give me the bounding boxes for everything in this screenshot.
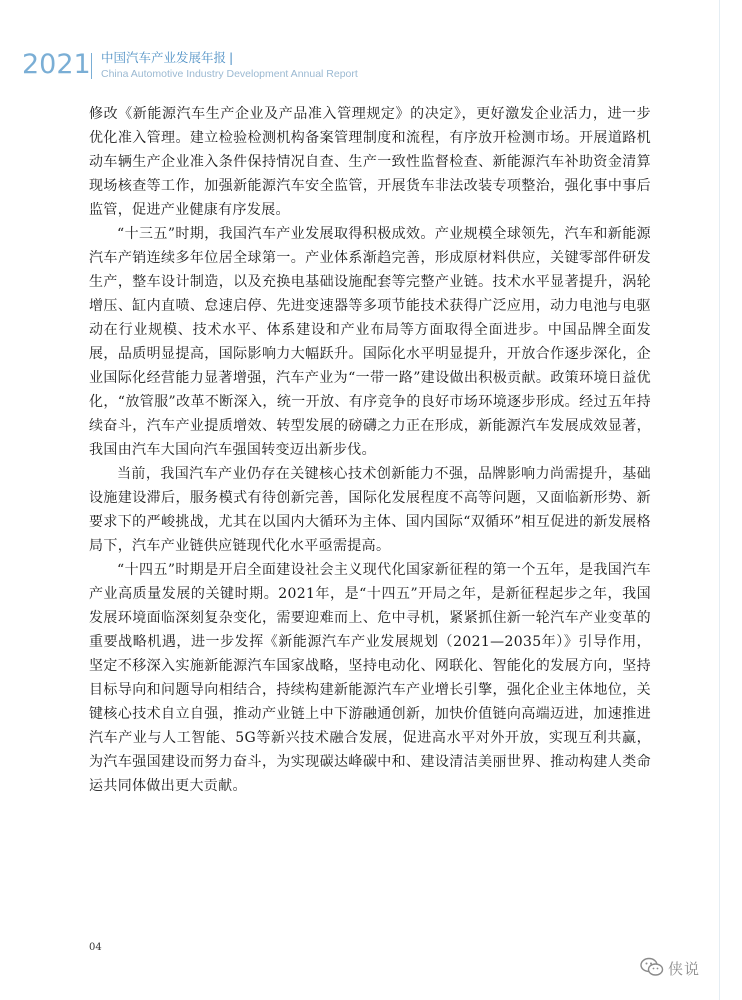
watermark-text: 侠说 <box>668 960 701 978</box>
header-divider <box>91 53 92 79</box>
header-year: 2021 <box>22 49 91 80</box>
header-title-cn <box>101 50 233 66</box>
header-title-en: China Automotive Industry Development Annual Report <box>101 68 358 80</box>
paragraph-continued: 修改《新能源汽车生产企业及产品准入管理规定》的决定》，更好激发企业活力，进一步优化准入管理。建立检验检测机构备案管理制度和流程，有序放开检测市场。开展道路机动车辆生产企业准入条件保持情况自查、生产一致性监督检查、新能源汽车补助资金清算现场核查等工作，加强新能源汽车安全监管，开展货车非法改装专项整治，强化事中事后监管，促进产业健康有序发展。 <box>89 106 651 218</box>
paragraph-13th-five-year: “十三五”时期，我国汽车产业发展取得积极成效。产业规模全球领先，汽车和新能源汽车产销连续多年位居全球第一。产业体系渐趋完善，形成原材料供应，关键零部件研发生产，整车设计制造，以及充换电基础设施配套等完整产业链。技术水平显著提升，涡轮增压、缸内直喷、怠速启停、先进变速器等多项节能技术获得广泛应用，动力电池与电驱动在行业规模、技术水平、体系建设和产业布局等方面取得全面进步。中国品牌全面发展，品质明显提高，国际影响力大幅跃升。国际化水平明显提升，开放合作逐步深化，企业国际化经营能力显著增强，汽车产业为“一带一路”建设做出积极贡献。政策环境日益优化，“放管服”改革不断深入，统一开放、有序竞争的良好市场环境逐步形成。经过五年持续奋斗，汽车产业提质增效、转型发展的磅礴之力正在形成，新能源汽车发展成效显著，我国由汽车大国向汽车强国转变迈出新步伐。 <box>89 226 651 458</box>
page-number: 04 <box>89 942 102 953</box>
paragraph-current-issues: 当前，我国汽车产业仍存在关键核心技术创新能力不强，品牌影响力尚需提升，基础设施建设滞后，服务模式有待创新完善，国际化发展程度不高等问题，又面临新形势、新要求下的严峻挑战，尤其在以国内大循环为主体、国内国际“双循环”相互促进的新发展格局下，汽车产业链供应链现代化水平亟需提高。 <box>89 466 651 554</box>
header-title-cn-bar: | <box>229 50 234 65</box>
body-text <box>89 102 651 798</box>
header-title-cn-text: 中国汽车产业发展年报 <box>101 50 227 65</box>
side-margin-band <box>719 0 742 1000</box>
wechat-icon <box>640 957 664 977</box>
paragraph-14th-five-year: “十四五”时期是开启全面建设社会主义现代化国家新征程的第一个五年，是我国汽车产业高质量发展的关键时期。2021年，是“十四五”开局之年，是新征程起步之年，我国发展环境面临深刻复杂变化，需要迎难而上、危中寻机，紧紧抓住新一轮汽车产业变革的重要战略机遇，进一步发挥《新能源汽车产业发展规划（2021—2035年）》引导作用，坚定不移深入实施新能源汽车国家战略，坚持电动化、网联化、智能化的发展方向，坚持目标导向和问题导向相结合，持续构建新能源汽车产业增长引擎，强化企业主体地位，关键核心技术自立自强，推动产业链上中下游融通创新，加快价值链向高端迈进，加速推进汽车产业与人工智能、5G等新兴技术融合发展，促进高水平对外开放，实现互利共赢，为汽车强国建设而努力奋斗，为实现碳达峰碳中和、建设清洁美丽世界、推动构建人类命运共同体做出更大贡献。 <box>89 562 651 794</box>
